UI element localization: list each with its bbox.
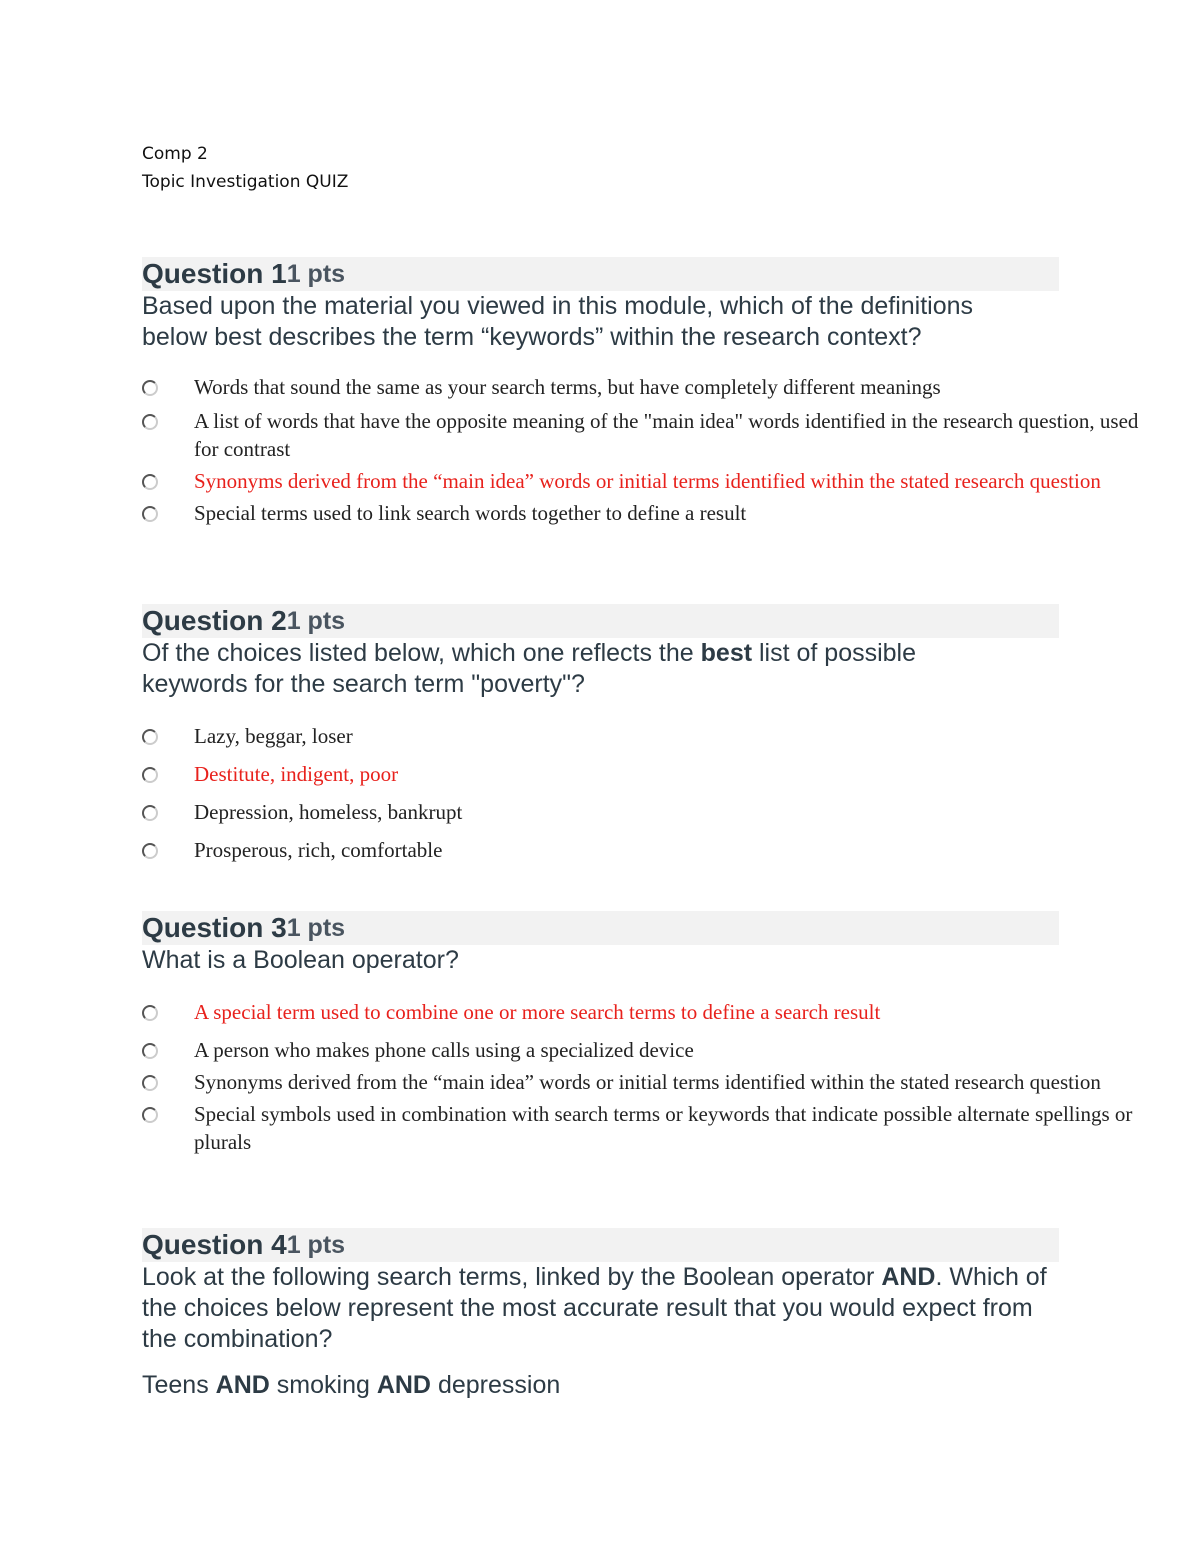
answer-list [142, 998, 1142, 1156]
answer-list [142, 722, 1142, 864]
question-points: 1 pts [286, 914, 346, 942]
question-text-part: list of possible keywords for the search term "poverty"? [142, 639, 917, 698]
question-text-part: Of the choices listed below, which one reflects the [142, 639, 701, 667]
answer-text: A special term used to combine one or more search terms to define a search result [194, 1000, 881, 1024]
radio-icon[interactable] [142, 767, 158, 783]
question-label: Question 2 [142, 605, 287, 636]
boolean-operator: AND [215, 1371, 270, 1399]
answer-text: Special symbols used in combination with search terms or keywords that indicate possible alternate spellings or plurals [194, 1102, 1133, 1154]
answer-option-correct[interactable] [142, 760, 1142, 788]
answer-option-correct[interactable] [142, 467, 1142, 495]
question-header [142, 911, 1059, 945]
answer-text: Synonyms derived from the “main idea” words or initial terms identified within the stated research question [194, 1070, 1101, 1094]
answer-option[interactable] [142, 798, 1142, 826]
answer-text: Depression, homeless, bankrupt [194, 800, 463, 824]
answer-option[interactable] [142, 407, 1142, 463]
question-3 [142, 911, 1142, 1156]
question-points: 1 pts [286, 607, 346, 635]
answer-option[interactable] [142, 1100, 1142, 1156]
answer-text: Words that sound the same as your search terms, but have completely different meanings [194, 375, 941, 399]
question-text-emphasis: best [700, 639, 753, 667]
answer-option[interactable] [142, 1068, 1142, 1096]
radio-icon[interactable] [142, 1107, 158, 1123]
question-text-part: Look at the following search terms, linked by the Boolean operator [142, 1263, 882, 1291]
question-text [142, 1262, 1062, 1355]
question-text: What is a Boolean operator? [142, 946, 459, 974]
answer-text: Destitute, indigent, poor [194, 762, 399, 786]
question-header [142, 257, 1059, 291]
radio-icon[interactable] [142, 729, 158, 745]
answer-option[interactable] [142, 373, 1142, 401]
question-2 [142, 604, 1142, 864]
answer-option[interactable] [142, 722, 1142, 750]
question-label: Question 3 [142, 912, 287, 943]
answer-text: A list of words that have the opposite meaning of the "main idea" words identified in the research question, used for contrast [194, 409, 1139, 461]
question-text: Based upon the material you viewed in this module, which of the definitions below best describes the term “keywords” within the research context? [142, 292, 974, 351]
answer-list [142, 373, 1142, 527]
radio-icon[interactable] [142, 1075, 158, 1091]
question-points: 1 pts [286, 1231, 346, 1259]
question-label: Question 4 [142, 1229, 287, 1260]
answer-text: Synonyms derived from the “main idea” words or initial terms identified within the stated research question [194, 469, 1101, 493]
search-example [142, 1371, 1142, 1400]
radio-icon[interactable] [142, 1005, 158, 1021]
answer-text: Lazy, beggar, loser [194, 724, 353, 748]
radio-icon[interactable] [142, 414, 158, 430]
radio-icon[interactable] [142, 380, 158, 396]
question-points: 1 pts [286, 260, 346, 288]
answer-option-correct[interactable] [142, 998, 1142, 1026]
question-label: Question 1 [142, 258, 287, 289]
answer-text: Prosperous, rich, comfortable [194, 838, 443, 862]
radio-icon[interactable] [142, 805, 158, 821]
answer-text: A person who makes phone calls using a specialized device [194, 1038, 694, 1062]
search-term: Teens [142, 1371, 216, 1399]
radio-icon[interactable] [142, 506, 158, 522]
radio-icon[interactable] [142, 843, 158, 859]
question-1 [142, 257, 1142, 527]
answer-option[interactable] [142, 499, 1142, 527]
search-term: depression [431, 1371, 561, 1399]
question-header [142, 1228, 1059, 1262]
question-text [142, 638, 982, 700]
boolean-operator: AND [376, 1371, 431, 1399]
question-text-part: . Which of the choices below represent the most accurate result that you would expect from the combination? [142, 1263, 1047, 1353]
question-header [142, 604, 1059, 638]
radio-icon[interactable] [142, 1043, 158, 1059]
answer-option[interactable] [142, 1036, 1142, 1064]
search-term: smoking [269, 1371, 377, 1399]
answer-option[interactable] [142, 836, 1142, 864]
radio-icon[interactable] [142, 474, 158, 490]
quiz-title: Topic Investigation QUIZ [142, 172, 349, 192]
question-text-emphasis: AND [881, 1263, 936, 1291]
course-name: Comp 2 [142, 144, 208, 164]
question-4 [142, 1228, 1142, 1400]
answer-text: Special terms used to link search words together to define a result [194, 501, 747, 525]
